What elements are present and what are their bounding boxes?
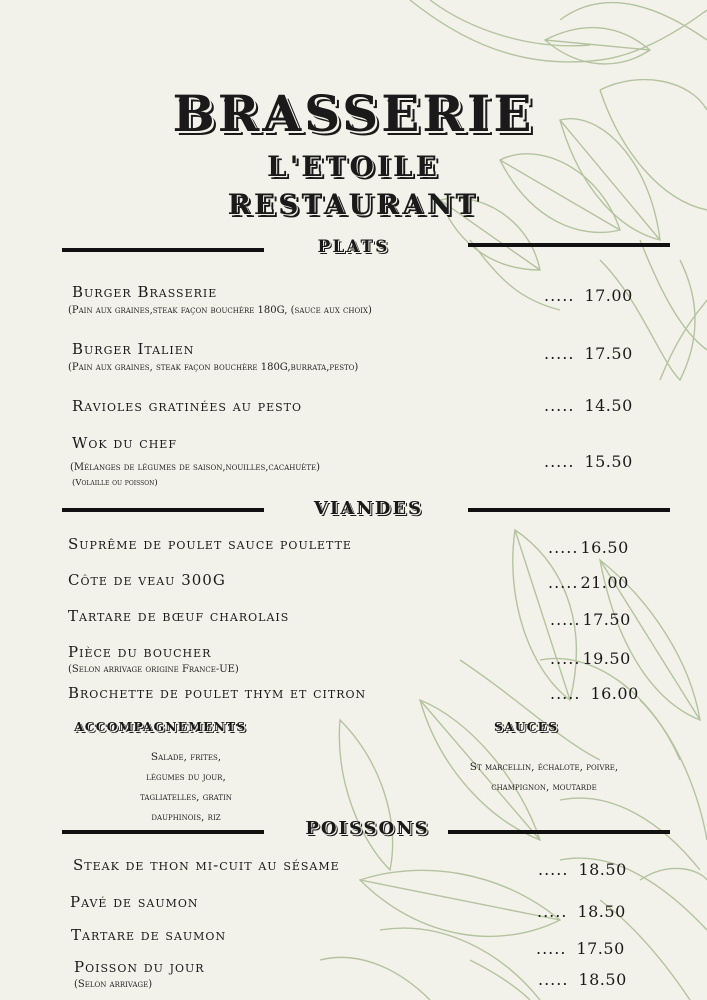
menu-item-price: ..... 21.00 (548, 573, 629, 592)
menu-item-note: (Volaille ou poisson) (72, 478, 158, 488)
list-item: tagliatelles, gratin (140, 791, 232, 803)
menu-item-price: ..... 17.00 (544, 286, 633, 305)
menu-item-desc: (Selon arrivage) (74, 979, 153, 990)
menu-item-name: Brochette de poulet thym et citron (68, 684, 367, 702)
restaurant-title: BRASSERIE (172, 84, 535, 143)
list-item: dauphinois, riz (151, 811, 221, 823)
menu-item-desc: (Pain aux graines,steak façon bouchère 180G, (sauce aux choix) (68, 305, 372, 316)
menu-item-name: Tartare de bœuf charolais (68, 607, 290, 625)
list-item: St marcellin, échalote, poivre, (469, 761, 619, 773)
menu-item-price: ..... 19.50 (550, 649, 631, 668)
restaurant-subtitle-2: RESTAURANT (227, 188, 480, 221)
menu-item-name: Suprême de poulet sauce poulette (68, 535, 352, 553)
menu-item-price: ..... 18.50 (537, 902, 626, 921)
menu-item-desc: (Selon arrivage origine France-UE) (68, 664, 239, 675)
menu-item-desc: (Mélanges de légumes de saison,nouilles,cacahuète) (70, 462, 321, 473)
menu-item-price: ..... 16.00 (550, 684, 639, 703)
menu-item-name: Côte de veau 300G (68, 571, 226, 589)
sauces-list (436, 757, 652, 797)
section-title-plats: PLATS (317, 237, 390, 257)
accompagnements-list (94, 747, 278, 827)
menu-item-price: ..... 15.50 (544, 452, 633, 471)
section-title-poissons: POISSONS (305, 818, 430, 839)
restaurant-subtitle-1: L'ETOILE (267, 150, 440, 183)
menu-item-price: ..... 17.50 (544, 344, 633, 363)
menu-item-name: Steak de thon mi-cuit au sésame (73, 856, 340, 874)
menu-item-name: Ravioles gratinées au pesto (72, 397, 303, 415)
menu-item-desc: (Pain aux graines, steak façon bouchère 180G,burrata,pesto) (68, 362, 359, 373)
menu-item-name: Wok du chef (72, 434, 177, 452)
menu-item-name: Burger Italien (72, 340, 195, 358)
list-item: légumes du jour, (146, 771, 226, 783)
section-title-sauces: SAUCES (494, 719, 559, 734)
section-title-viandes: VIANDES (313, 498, 424, 519)
menu-item-name: Poisson du jour (74, 958, 205, 976)
menu-item-price: ..... 18.50 (538, 970, 627, 989)
menu-item-price: ..... 18.50 (538, 860, 627, 879)
menu-item-price: ..... 17.50 (536, 939, 625, 958)
list-item: champignon, moutarde (491, 781, 597, 793)
menu-item-name: Tartare de saumon (71, 926, 227, 944)
list-item: Salade, frites, (150, 751, 222, 763)
menu-item-name: Pavé de saumon (70, 893, 199, 911)
menu-item-price: ..... 16.50 (548, 538, 629, 557)
menu-item-price: ..... 17.50 (550, 610, 631, 629)
section-title-accompagnements: ACCOMPAGNEMENTS (74, 719, 247, 734)
menu-item-name: Pièce du boucher (68, 643, 212, 661)
menu-item-price: ..... 14.50 (544, 396, 633, 415)
menu-item-name: Burger Brasserie (72, 283, 218, 301)
